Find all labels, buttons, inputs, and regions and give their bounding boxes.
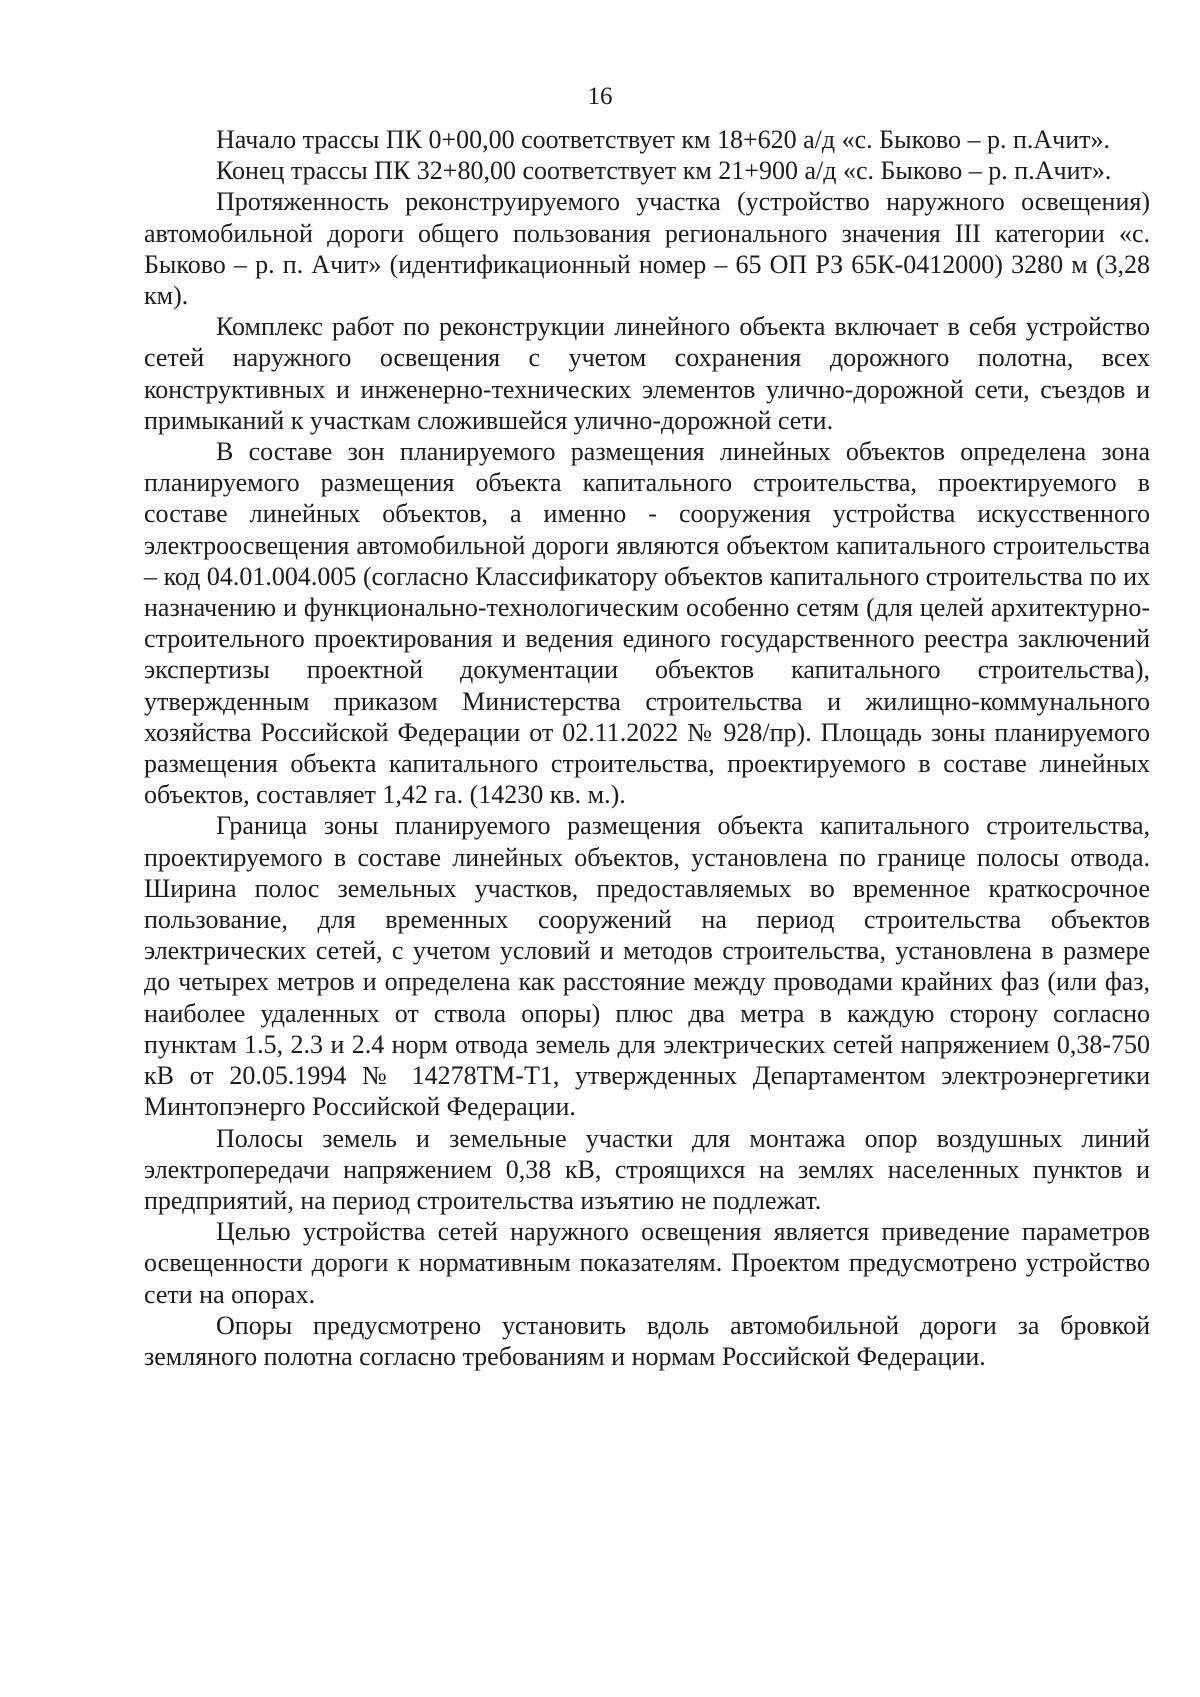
paragraph-planning-zone: В составе зон планируемого размещения линейных объектов определена зона планируемого размещения объекта капитального строительства, проектируемого в составе линейных объектов, а именно - сооружения устройства искусственного электроосвещения автомобильной дороги являются объектом капитального строительства – код 04.01.004.005 (согласно Классификатору объектов капитального строительства по их назначению и функционально-технологическим особенно сетям (для целей архитектурно-строительного проектирования и ведения единого государственного реестра заключений экспертизы проектной документации объектов капитального строительства), утвержденным приказом Министерства строительства и жилищно-коммунального хозяйства Российской Федерации от 02.11.2022 № 928/пр). Площадь зоны планируемого размещения объекта капитального строительства, проектируемого в составе линейных объектов, составляет 1,42 га. (14230 кв. м.). (144, 437, 1150, 810)
document-body (144, 124, 1150, 1372)
paragraph-section-length: Протяженность реконструируемого участка (устройство наружного освещения) автомобильной дороги общего пользования регионального значения III категории «с. Быково – р. п. Ачит» (идентификационный номер – 65 ОП РЗ 65К-0412000) 3280 м (3,28 км). (144, 187, 1150, 311)
paragraph-route-end: Конец трассы ПК 32+80,00 соответствует км 21+900 а/д «с. Быково – р. п.Ачит». (216, 156, 1112, 186)
paragraph-route-start: Начало трассы ПК 0+00,00 соответствует км 18+620 а/д «с. Быково – р. п.Ачит». (216, 125, 1111, 154)
paragraph-lighting-purpose: Целью устройства сетей наружного освещения является приведение параметров освещенности дороги к нормативным показателям. Проектом предусмотрено устройство сети на опорах. (144, 1217, 1150, 1309)
paragraph-land-strips: Полосы земель и земельные участки для монтажа опор воздушных линий электропередачи напряжением 0,38 кВ, строящихся на землях населенных пунктов и предприятий, на период строительства изъятию не подлежат. (144, 1123, 1150, 1215)
paragraph-poles-placement: Опоры предусмотрено установить вдоль автомобильной дороги за бровкой земляного полотна согласно требованиям и нормам Российской Федерации. (144, 1310, 1150, 1371)
paragraph-works-scope: Комплекс работ по реконструкции линейного объекта включает в себя устройство сетей наружного освещения с учетом сохранения дорожного полотна, всех конструктивных и инженерно-технических элементов улично-дорожной сети, съездов и примыканий к участкам сложившейся улично-дорожной сети. (144, 312, 1150, 435)
paragraph-zone-boundary: Граница зоны планируемого размещения объекта капитального строительства, проектируемого в составе линейных объектов, установлена по границе полосы отвода. Ширина полос земельных участков, предоставляемых во временное краткосрочное пользование, для временных сооружений на период строительства объектов электрических сетей, с учетом условий и методов строительства, установлена в размере до четырех метров и определена как расстояние между проводами крайних фаз (или фаз, наиболее удаленных от ствола опоры) плюс два метра в каждую сторону согласно пунктам 1.5, 2.3 и 2.4 норм отвода земель для электрических сетей напряжением 0,38-750 кВ от 20.05.1994 № 14278ТМ-Т1, утвержденных Департаментом электроэнергетики Минтопэнерго Российской Федерации. (144, 811, 1150, 1122)
page-number: 16 (587, 83, 613, 110)
